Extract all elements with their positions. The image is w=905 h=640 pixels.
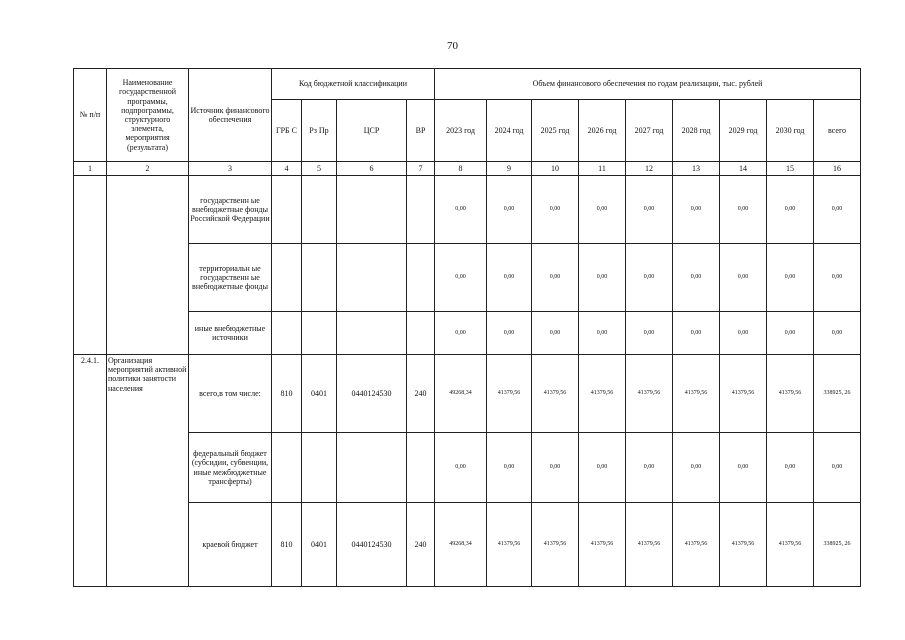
value-cell: 0,00 — [767, 433, 814, 503]
value-cell: 0,00 — [435, 244, 487, 312]
value-cell: 338925, 26 — [814, 503, 861, 587]
source-cell: государственн ые внебюджетные фонды Российской Федерации — [189, 176, 272, 244]
value-cell: 41379,56 — [487, 355, 532, 433]
table-row — [74, 503, 861, 587]
value-cell: 0,00 — [720, 176, 767, 244]
value-cell: 0,00 — [435, 312, 487, 355]
header-num: № п/п — [74, 69, 107, 162]
value-cell: 0,00 — [435, 176, 487, 244]
value-cell: 0,00 — [626, 244, 673, 312]
table-row — [74, 433, 861, 503]
header-code-group: Код бюджетной классификации — [272, 69, 435, 100]
measure-name: Организация мероприятий активной политики занятости населения — [107, 355, 189, 587]
budget-table — [73, 68, 861, 587]
value-cell: 0,00 — [814, 244, 861, 312]
value-cell: 0,00 — [814, 176, 861, 244]
value-cell: 0,00 — [767, 176, 814, 244]
rzpr-cell: 0401 — [302, 503, 337, 587]
table-row — [74, 176, 861, 244]
page-number: 70 — [447, 40, 458, 52]
header-year: 2030 год — [767, 100, 814, 162]
value-cell: 41379,56 — [720, 503, 767, 587]
value-cell: 41379,56 — [767, 355, 814, 433]
value-cell: 0,00 — [814, 312, 861, 355]
csr-cell: 0440124530 — [337, 503, 407, 587]
vr-cell: 240 — [407, 503, 435, 587]
value-cell: 41379,56 — [579, 355, 626, 433]
value-cell: 41379,56 — [673, 355, 720, 433]
csr-cell: 0440124530 — [337, 355, 407, 433]
column-number: 8 — [435, 162, 487, 176]
column-number-row — [74, 162, 861, 176]
header-year: 2029 год — [720, 100, 767, 162]
column-number: 5 — [302, 162, 337, 176]
column-number: 3 — [189, 162, 272, 176]
column-number: 15 — [767, 162, 814, 176]
value-cell: 0,00 — [487, 312, 532, 355]
header-year: 2026 год — [579, 100, 626, 162]
value-cell: 41379,56 — [720, 355, 767, 433]
value-cell: 0,00 — [579, 312, 626, 355]
value-cell: 0,00 — [532, 312, 579, 355]
value-cell: 41379,56 — [532, 355, 579, 433]
value-cell: 0,00 — [720, 312, 767, 355]
header-volume-group: Объем финансового обеспечения по годам реализации, тыс. рублей — [435, 69, 861, 100]
header-year: 2023 год — [435, 100, 487, 162]
column-number: 14 — [720, 162, 767, 176]
value-cell: 0,00 — [626, 176, 673, 244]
column-number: 7 — [407, 162, 435, 176]
value-cell: 0,00 — [673, 433, 720, 503]
column-number: 16 — [814, 162, 861, 176]
source-cell: иные внебюджетные источники — [189, 312, 272, 355]
value-cell: 41379,56 — [532, 503, 579, 587]
header-year: 2028 год — [673, 100, 720, 162]
table-row — [74, 244, 861, 312]
value-cell: 41379,56 — [487, 503, 532, 587]
column-number: 6 — [337, 162, 407, 176]
column-number: 13 — [673, 162, 720, 176]
source-cell: всего,в том числе: — [189, 355, 272, 433]
row-num-empty — [74, 176, 107, 355]
value-cell: 0,00 — [435, 433, 487, 503]
value-cell: 41379,56 — [579, 503, 626, 587]
header-name: Наименование государственной программы, подпрограммы, структурного элемента, мероприятия (результата) — [107, 69, 189, 162]
column-number: 1 — [74, 162, 107, 176]
measure-num: 2.4.1. — [74, 355, 107, 587]
column-number: 9 — [487, 162, 532, 176]
value-cell: 0,00 — [487, 176, 532, 244]
value-cell: 0,00 — [673, 244, 720, 312]
value-cell: 49268,34 — [435, 355, 487, 433]
value-cell: 0,00 — [767, 244, 814, 312]
column-number: 2 — [107, 162, 189, 176]
vr-cell: 240 — [407, 355, 435, 433]
value-cell: 0,00 — [673, 176, 720, 244]
value-cell: 0,00 — [767, 312, 814, 355]
table-row — [74, 355, 861, 433]
column-number: 4 — [272, 162, 302, 176]
header-year: 2024 год — [487, 100, 532, 162]
value-cell: 41379,56 — [626, 503, 673, 587]
value-cell: 0,00 — [626, 312, 673, 355]
header-rzpr: Рз Пр — [302, 100, 337, 162]
source-cell: федеральный бюджет (субсидии, субвенции, иные межбюджетные трансферты) — [189, 433, 272, 503]
header-vr: ВР — [407, 100, 435, 162]
table-row — [74, 312, 861, 355]
value-cell: 0,00 — [720, 433, 767, 503]
row-name-empty — [107, 176, 189, 355]
value-cell: 41379,56 — [626, 355, 673, 433]
value-cell: 0,00 — [720, 244, 767, 312]
header-csr: ЦСР — [337, 100, 407, 162]
header-source: Источник финансового обеспечения — [189, 69, 272, 162]
column-number: 12 — [626, 162, 673, 176]
header-year: 2025 год — [532, 100, 579, 162]
value-cell: 0,00 — [814, 433, 861, 503]
value-cell: 0,00 — [532, 176, 579, 244]
value-cell: 0,00 — [532, 244, 579, 312]
value-cell: 0,00 — [579, 433, 626, 503]
value-cell: 0,00 — [673, 312, 720, 355]
grbs-cell: 810 — [272, 503, 302, 587]
value-cell: 0,00 — [487, 244, 532, 312]
value-cell: 0,00 — [532, 433, 579, 503]
value-cell: 338925, 26 — [814, 355, 861, 433]
value-cell: 49268,34 — [435, 503, 487, 587]
grbs-cell: 810 — [272, 355, 302, 433]
header-total: всего — [814, 100, 861, 162]
header-grbs: ГРБ С — [272, 100, 302, 162]
value-cell: 0,00 — [626, 433, 673, 503]
value-cell: 0,00 — [579, 176, 626, 244]
header-year: 2027 год — [626, 100, 673, 162]
value-cell: 41379,56 — [673, 503, 720, 587]
value-cell: 0,00 — [487, 433, 532, 503]
rzpr-cell: 0401 — [302, 355, 337, 433]
source-cell: территориальн ые государственн ые внебюджетные фонды — [189, 244, 272, 312]
column-number: 10 — [532, 162, 579, 176]
value-cell: 41379,56 — [767, 503, 814, 587]
value-cell: 0,00 — [579, 244, 626, 312]
column-number: 11 — [579, 162, 626, 176]
source-cell: краевой бюджет — [189, 503, 272, 587]
